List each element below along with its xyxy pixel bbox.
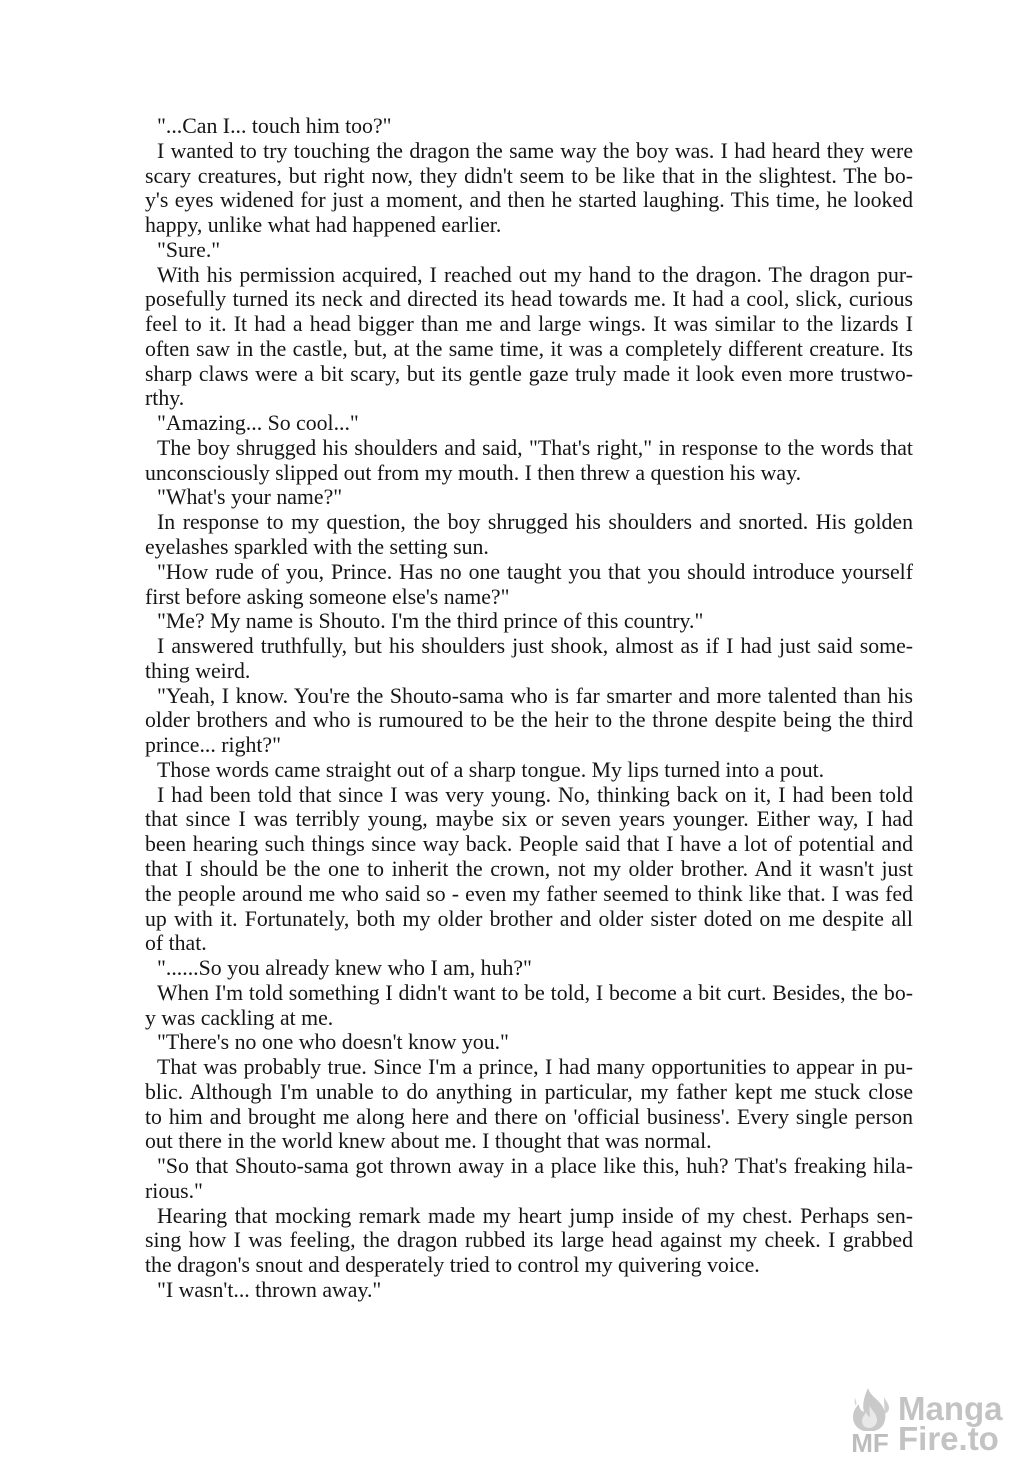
text-line: often saw in the castle, but, at the same time, it was a completely different creature. Its [145, 336, 913, 361]
text-line: rious." [145, 1178, 203, 1203]
text-line: "......So you already knew who I am, huh?" [157, 956, 532, 981]
text-line: that I should be the one to inherit the crown, not my older brother. And it wasn't just [145, 856, 913, 881]
text-line: "So that Shouto-sama got thrown away in a place like this, huh? That's freaking hila- [157, 1154, 913, 1179]
paragraph [145, 783, 913, 956]
text-line: been hearing such things since way back. People said that I have a lot of potential and [145, 832, 913, 857]
text-line: thing weird. [145, 658, 251, 683]
paragraph [145, 1030, 913, 1055]
text-line: "Me? My name is Shouto. I'm the third prince of this country." [157, 609, 704, 634]
text-line: to him and brought me along here and there on 'official business'. Every single person [145, 1104, 913, 1129]
watermark-text-manga: Manga [898, 1390, 1003, 1427]
text-line: Hearing that mocking remark made my heart jump inside of my chest. Perhaps sen- [157, 1203, 913, 1228]
paragraph [145, 436, 913, 486]
text-line: In response to my question, the boy shrugged his shoulders and snorted. His golden [157, 510, 913, 535]
text-line: sing how I was feeling, the dragon rubbed its large head against my cheek. I grabbed [145, 1228, 913, 1253]
paragraph [145, 1204, 913, 1278]
text-line: y's eyes widened for just a moment, and then he started laughing. This time, he looked [145, 188, 913, 213]
watermark-text-fire: Fire.to [898, 1420, 999, 1457]
text-line: "Sure." [157, 237, 221, 262]
paragraph [145, 1055, 913, 1154]
flame-icon [846, 1386, 894, 1454]
paragraph [145, 1154, 913, 1204]
paragraph [145, 684, 913, 758]
text-line: I had been told that since I was very young. No, thinking back on it, I had been told [157, 782, 913, 807]
text-line: "What's your name?" [157, 485, 343, 510]
text-line: sharp claws were a bit scary, but its gentle gaze truly made it look even more trustwo- [145, 361, 913, 386]
paragraph [145, 956, 913, 981]
text-line: the dragon's snout and desperately tried to control my quivering voice. [145, 1253, 760, 1278]
text-line: blic. Although I'm unable to do anything in particular, my father kept me stuck close [145, 1079, 913, 1104]
paragraph [145, 1278, 913, 1303]
text-line: the people around me who said so - even my father seemed to think like that. I was fed [145, 881, 913, 906]
paragraph [145, 758, 913, 783]
text-line: eyelashes sparkled with the setting sun. [145, 535, 489, 560]
text-line: "Yeah, I know. You're the Shouto-sama who is far smarter and more talented than his [157, 683, 913, 708]
text-line: prince... right?" [145, 733, 281, 758]
paragraph [145, 139, 913, 238]
text-line: I wanted to try touching the dragon the same way the boy was. I had heard they were [157, 138, 913, 163]
paragraph [145, 560, 913, 610]
text-line: I answered truthfully, but his shoulders just shook, almost as if I had just said some- [157, 634, 913, 659]
paragraph [145, 238, 913, 263]
text-line: "Amazing... So cool..." [157, 411, 359, 436]
page-text [145, 114, 913, 1303]
paragraph [145, 263, 913, 412]
text-line: of that. [145, 931, 207, 956]
paragraph [145, 510, 913, 560]
paragraph [145, 634, 913, 684]
paragraph [145, 114, 913, 139]
text-line: With his permission acquired, I reached out my hand to the dragon. The dragon pur- [157, 262, 913, 287]
text-line: feel to it. It had a head bigger than me and large wings. It was similar to the lizards I [145, 312, 913, 337]
logo-letters: MF [851, 1428, 889, 1454]
text-line: The boy shrugged his shoulders and said, "That's right," in response to the words that [157, 435, 913, 460]
text-line: "I wasn't... thrown away." [157, 1277, 382, 1302]
paragraph [145, 609, 913, 634]
text-line: When I'm told something I didn't want to be told, I become a bit curt. Besides, the bo- [157, 980, 913, 1005]
paragraph [145, 981, 913, 1031]
text-line: rthy. [145, 386, 185, 411]
text-line: Those words came straight out of a sharp tongue. My lips turned into a pout. [157, 757, 825, 782]
text-line: "How rude of you, Prince. Has no one taught you that you should introduce yourself [157, 559, 913, 584]
watermark-logo [846, 1386, 1016, 1456]
text-line: y was cackling at me. [145, 1005, 334, 1030]
text-line: That was probably true. Since I'm a prince, I had many opportunities to appear in pu- [157, 1055, 913, 1080]
text-line: happy, unlike what had happened earlier. [145, 213, 502, 238]
paragraph [145, 485, 913, 510]
paragraph [145, 411, 913, 436]
text-line: first before asking someone else's name?" [145, 584, 510, 609]
text-line: unconsciously slipped out from my mouth. I then threw a question his way. [145, 460, 802, 485]
text-line: older brothers and who is rumoured to be the heir to the throne despite being the third [145, 708, 913, 733]
text-line: "There's no one who doesn't know you." [157, 1030, 509, 1055]
text-line: out there in the world knew about me. I thought that was normal. [145, 1129, 712, 1154]
text-line: posefully turned its neck and directed its head towards me. It had a cool, slick, curious [145, 287, 913, 312]
text-line: "...Can I... touch him too?" [157, 114, 392, 138]
text-line: scary creatures, but right now, they didn't seem to be like that in the slightest. The bo- [145, 163, 913, 188]
text-line: up with it. Fortunately, both my older brother and older sister doted on me despite all [145, 906, 913, 931]
text-line: that since I was terribly young, maybe six or seven years younger. Either way, I had [145, 807, 913, 832]
